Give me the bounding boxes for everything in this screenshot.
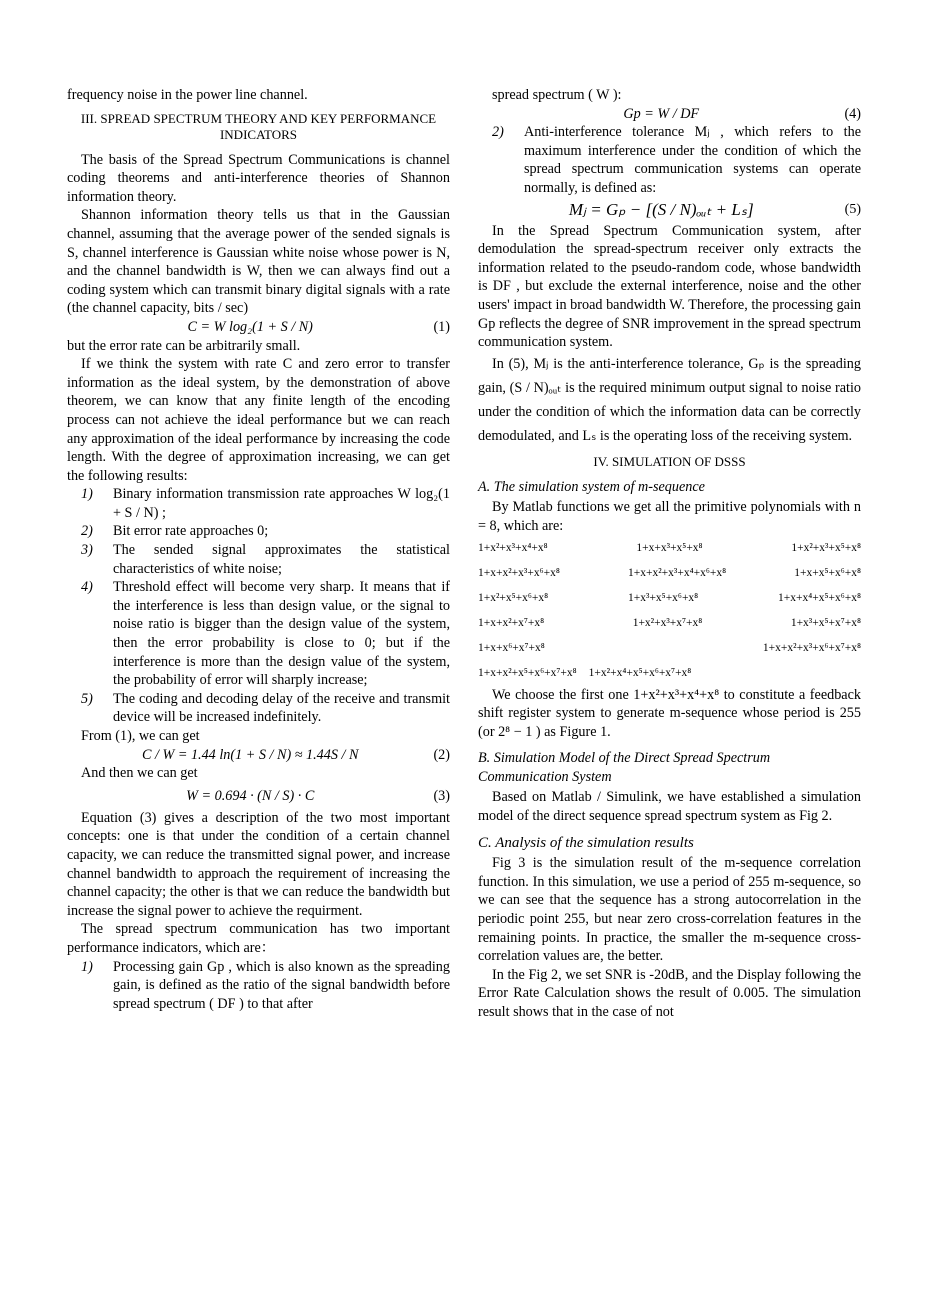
polynomial: 1+x+x²+x³+x⁶+x⁷+x⁸ (762, 641, 861, 654)
list-item (478, 123, 861, 197)
polynomial: 1+x+x⁶+x⁷+x⁸ (478, 641, 545, 654)
paragraph: frequency noise in the power line channel. (67, 87, 308, 103)
list-text: Binary information transmission rate approaches W log₂(1 + S / N) ; (113, 486, 450, 521)
equation-text: C = W log₂(1 + S / N) (187, 318, 313, 335)
polynomial: 1+x+x²+x³+x⁴+x⁶+x⁸ (628, 566, 727, 579)
paragraph: Based on Matlab / Simulink, we have established a simulation model of the direct sequence spread spectrum system as Fig 2. (478, 789, 861, 825)
list-item (67, 485, 450, 522)
polynomial: 1+x²+x³+x⁴+x⁸ (478, 541, 548, 554)
polynomial: 1+x³+x⁵+x⁷+x⁸ (790, 616, 861, 629)
subsection-heading: B. Simulation Model of the Direct Spread Spectrum Communication System (478, 750, 771, 785)
equation-3 (67, 783, 450, 809)
list-number: 5) (81, 690, 93, 707)
polynomial: 1+x²+x⁴+x⁵+x⁶+x⁷+x⁸ (588, 666, 692, 679)
equation-1 (67, 318, 450, 337)
paragraph: And then we can get (81, 765, 198, 782)
list-number: 3) (81, 542, 93, 559)
list-number: 2) (81, 523, 93, 540)
polynomial-row (478, 611, 861, 636)
paragraph: From (1), we can get (81, 728, 200, 744)
list-number: 1) (81, 958, 93, 975)
equation-2 (67, 746, 450, 765)
polynomial: 1+x+x³+x⁵+x⁸ (636, 541, 703, 554)
equation-number: (5) (844, 201, 861, 217)
list-item (67, 690, 450, 727)
list-text: The coding and decoding delay of the receive and transmit device will be increased indefinitely. (113, 690, 450, 726)
polynomial-list (478, 536, 861, 686)
paragraph: In the Spread Spectrum Communication system, after demodulation the spread-spectrum receiver only extracts the information related to the pseudo-random code, whose bandwidth is DF , but exclude the external interference, noise and the other users' impact in broad bandwidth W. Therefore, the processing gain Gp reflects the degree of SNR improvement in the spread spectrum communication system. (478, 222, 861, 351)
list-text: Bit error rate approaches 0; (113, 523, 269, 540)
paragraph: Shannon information theory tells us that in the Gaussian channel, assuming that the average power of the sended signals is S, channel interference is Gaussian white noise whose power is N, and the channel bandwidth is W, then we can always find out a coding system which can transmit binary digital signals with a rate (the channel capacity, bits / sec) (67, 207, 450, 317)
list-item (67, 522, 450, 541)
polynomial: 1+x²+x³+x⁵+x⁸ (791, 541, 861, 554)
polynomial: 1+x+x²+x⁵+x⁶+x⁷+x⁸ (478, 666, 577, 679)
list-text: Threshold effect will become very sharp. It means that if the interference is less than design value, or the signal to noise ratio is bigger than the design value of the system, then the error probability is close to 0; but if the interference is more than the design value of the system, the probability of error will sharply increase; (113, 579, 450, 689)
list-number: 1) (81, 486, 93, 503)
polynomial: 1+x+x⁵+x⁶+x⁸ (794, 566, 861, 579)
list-number: 4) (81, 579, 93, 596)
left-column (67, 86, 450, 1013)
equation-text: Gp = W / DF (623, 105, 700, 122)
polynomial-row (478, 661, 861, 686)
paragraph: The basis of the Spread Spectrum Communications is channel coding theorems and anti-interference theories of Shannon information theory. (67, 151, 450, 205)
paragraph: Equation (3) gives a description of the two most important concepts: one is that under the condition of a certain channel capacity, we can reduce the transmitted signal power, and increase channel bandwidth to approach the requirement of increasing the channel capacity; the other is that we can reduce the bandwidth but increase the signal power to achieve the requirment. (67, 809, 450, 919)
subsection-heading: C. Analysis of the simulation results (478, 834, 694, 851)
subsection-heading: A. The simulation system of m-sequence (478, 478, 705, 495)
equation-number: (1) (433, 318, 450, 335)
paragraph: but the error rate can be arbitrarily small. (67, 337, 301, 354)
paragraph: Fig 3 is the simulation result of the m-sequence correlation function. In this simulation, we use a period of 255 m-sequence, so we can see that the sequence has a strong autocorrelation in the periodic point 255, but near zero cross-correlation features in the remaining points. In practice, the smaller the m-sequence cross-correlation values are, the better. (478, 855, 861, 965)
polynomial: 1+x²+x⁵+x⁶+x⁸ (478, 591, 549, 604)
polynomial-row (478, 586, 861, 611)
list-item (67, 541, 450, 578)
equation-number: (4) (844, 105, 861, 122)
polynomial: 1+x²+x³+x⁷+x⁸ (632, 616, 703, 629)
paragraph: The spread spectrum communication has two important performance indicators, which are： (67, 921, 450, 956)
equation-number: (2) (433, 746, 450, 763)
paragraph: We choose the first one 1+x²+x³+x⁴+x⁸ to constitute a feedback shift register system to generate m-sequence whose period is 255 (or 2⁸ − 1 ) as Figure 1. (478, 686, 861, 740)
list-text: The sended signal approximates the statistical characteristics of white noise; (113, 542, 450, 577)
equation-5 (478, 198, 861, 222)
equation-number: (3) (433, 787, 450, 804)
list-item (67, 578, 450, 690)
paragraph: In (5), Mⱼ is the anti-interference tolerance, Gₚ is the spreading gain, (S / N)ₒᵤₜ is the required minimum output signal to noise ratio under the condition of which the information data can be correctly demodulated, and Lₛ is the operating loss of the receiving system. (478, 355, 861, 444)
list-number: 2) (492, 124, 504, 141)
equation-text: C / W = 1.44 ln(1 + S / N) ≈ 1.44S / N (141, 746, 359, 763)
paragraph: If we think the system with rate C and zero error to transfer information as the ideal system, by the demonstration of above theorem, we can know that any finite length of the encoding process can not achieve the ideal performance but we can reach any approximation of the ideal performance by increasing the code length. With the degree of approximation increasing, we can get the following results: (67, 356, 450, 484)
equation-text: Mⱼ = Gₚ − [(S / N)ₒᵤₜ + Lₛ] (568, 199, 754, 219)
polynomial: 1+x+x²+x⁷+x⁸ (478, 616, 545, 629)
paragraph: spread spectrum ( W ): (492, 87, 622, 103)
polynomial: 1+x+x²+x³+x⁶+x⁸ (478, 566, 560, 579)
right-column (478, 86, 861, 1022)
equation-4 (478, 105, 861, 124)
list-text: Anti-interference tolerance Mⱼ , which refers to the maximum interference under the condition of which the spread spectrum communication systems can operate normally, is defined as: (524, 124, 861, 196)
paragraph: By Matlab functions we get all the primitive polynomials with n = 8, which are: (478, 499, 861, 534)
equation-text: W = 0.694 · (N / S) · C (186, 787, 315, 804)
section-heading: IV. SIMULATION OF DSSS (593, 453, 746, 469)
results-list (67, 485, 450, 727)
polynomial: 1+x+x⁴+x⁵+x⁶+x⁸ (778, 591, 861, 604)
list-text: Processing gain Gp , which is also known as the spreading gain, is defined as the ratio of the signal bandwidth before spread spectrum ( DF ) to that after (113, 958, 450, 1012)
section-heading: III. SPREAD SPECTRUM THEORY AND KEY PERFORMANCE INDICATORS (80, 110, 437, 142)
polynomial: 1+x³+x⁵+x⁶+x⁸ (628, 591, 699, 604)
polynomial-row (478, 561, 861, 586)
list-item (67, 958, 450, 1014)
polynomial-row (478, 536, 861, 561)
paragraph: In the Fig 2, we set SNR is -20dB, and the Display following the Error Rate Calculation shows the result of 0.005. The simulation result shows that in the case of not (478, 966, 861, 1020)
polynomial-row (478, 636, 861, 661)
